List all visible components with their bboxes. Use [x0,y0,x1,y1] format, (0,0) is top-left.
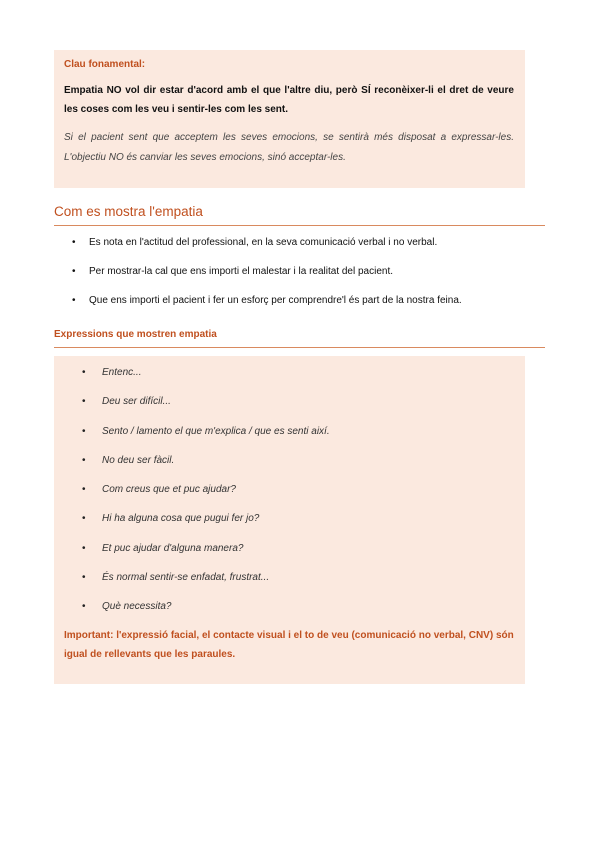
list-item: • Es nota en l'actitud del professional, en la seva comunicació verbal i no verbal. [72,236,542,265]
important-note: Important: l'expressió facial, el contacte visual i el to de veu (comunicació no verbal, CNV) són igual de rellevants que les paraules. [64,630,514,660]
key-concept-note: Si el pacient sent que acceptem les seves emocions, se sentirà més disposat a expressar-les. L'objectiu NO és canviar les seves emocions, sinó acceptar-les. [64,132,514,163]
list-item: • Entenc... [82,366,502,395]
key-concept-box [54,50,525,188]
key-concept-label: Clau fonamental: [64,59,146,70]
list-item: • Com creus que et puc ajudar? [82,483,502,512]
list-item: • Què necessita? [82,600,502,629]
list-item: • Per mostrar-la cal que ens importi el malestar i la realitat del pacient. [72,265,542,294]
list-item: • Et puc ajudar d'alguna manera? [82,542,502,571]
list-item: • Sento / lamento el que m'explica / que es senti així. [82,425,502,454]
section-bullet-list [72,236,542,323]
list-item: • Que ens importi el pacient i fer un esforç per comprendre'l és part de la nostra feina. [72,294,542,323]
list-item: • És normal sentir-se enfadat, frustrat... [82,571,502,600]
list-item: • No deu ser fàcil. [82,454,502,483]
expressions-list [82,366,502,630]
expressions-box [54,356,525,684]
expressions-heading: Expressions que mostren empatia [54,327,545,348]
key-concept-statement: Empatia NO vol dir estar d'acord amb el que l'altre diu, però SÍ reconèixer-li el dret de veure les coses com les veu i sentir-les com les sent. [64,85,514,115]
list-item: • Hi ha alguna cosa que pugui fer jo? [82,512,502,541]
list-item: • Deu ser difícil... [82,395,502,424]
section-heading: Com es mostra l'empatia [54,202,545,226]
